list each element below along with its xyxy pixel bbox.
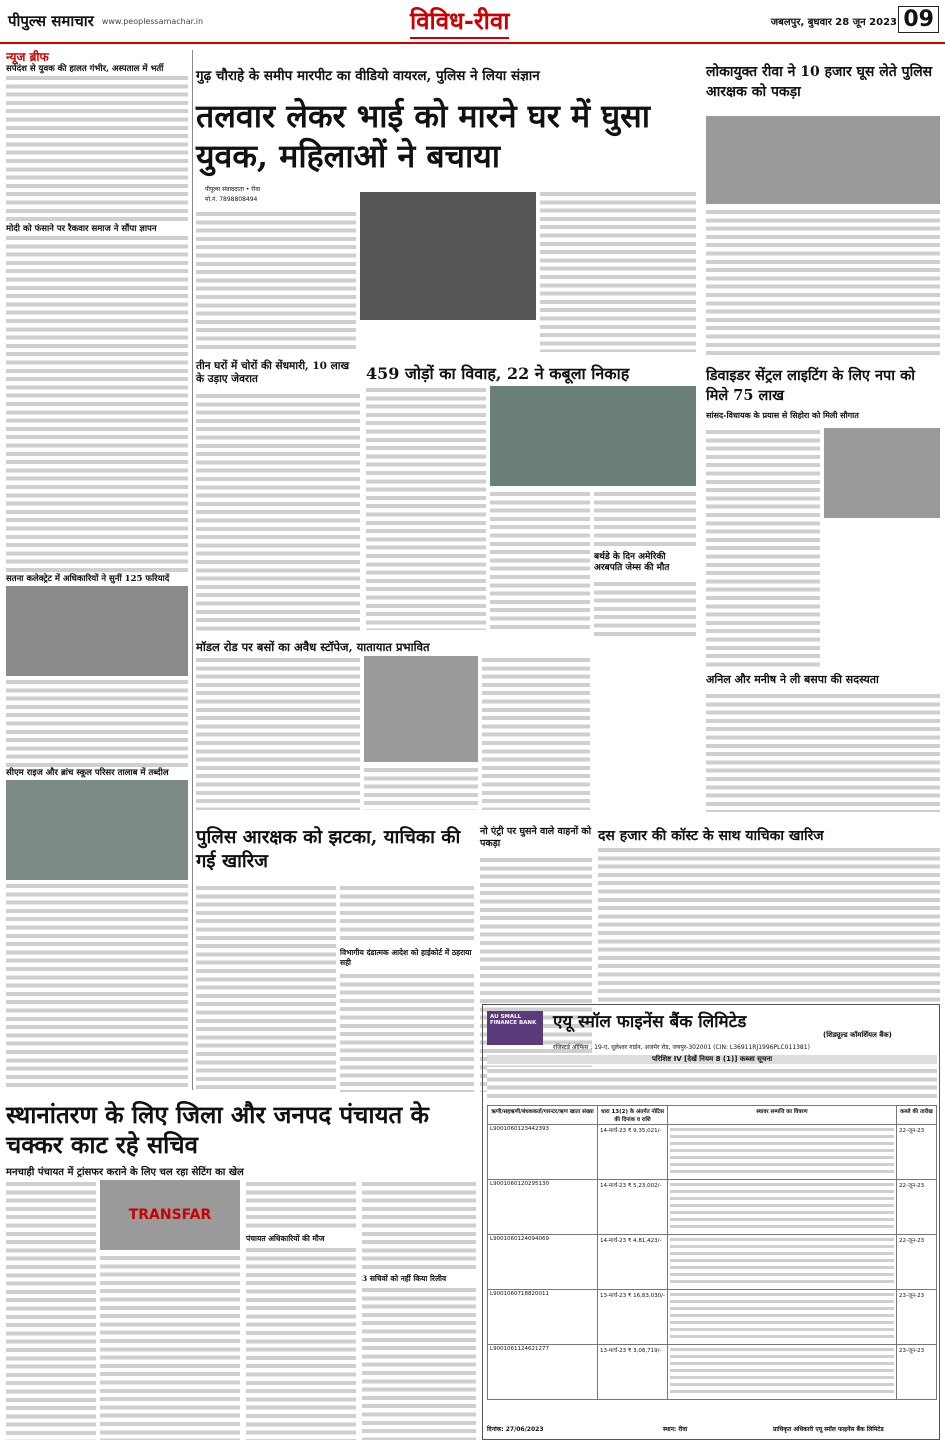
transfer-image: TRANSFAR (100, 1180, 240, 1250)
au-notice-cell: 13-मार्च-23 ₹ 16,83,030/- (598, 1290, 668, 1345)
au-footer-sign: प्राधिकृत अधिकारी एयू स्मॉल फाइनेंस बैंक लिमिटेड (773, 1426, 884, 1433)
bsp-body (706, 692, 940, 812)
transfer-body-3 (246, 1180, 356, 1230)
divider-photo (824, 428, 940, 518)
divider-subhead: सांसद-विधायक के प्रयास से सिहोरा को मिली सौगात (706, 410, 859, 420)
marriage-body (366, 386, 486, 630)
au-date-cell: 22-जून-23 (897, 1180, 937, 1235)
sachiv-subhead: 3 सचिवों को नहीं किया रिलीव (362, 1274, 447, 1283)
page-number: 09 (898, 6, 939, 33)
america-body (594, 580, 696, 640)
highcourt-subhead: विभागीय दंडात्मक आदेश को हाईकोर्ट में ठहराया सही (340, 948, 472, 967)
dateline: जबलपुर, बुधवार 28 जून 2023 (770, 17, 897, 28)
lead-body-2 (540, 190, 696, 352)
transfer-body-4 (246, 1246, 356, 1440)
brief-headline-4: सीएम राइज और ब्रांच स्कूल परिसर तालाब में तब्दील (6, 768, 169, 778)
theft-body (196, 392, 360, 632)
cost-body (598, 846, 940, 1002)
au-notice-cell: 13-मार्च-23 ₹ 3,08,719/- (598, 1345, 668, 1400)
cost-headline: दस हजार की कॉस्ट के साथ याचिका खारिज (598, 828, 824, 844)
bus-body-1 (196, 656, 360, 810)
au-table (487, 1105, 937, 1400)
marriage-photo (490, 386, 696, 486)
transfer-body-6 (362, 1286, 476, 1440)
collectorate-photo (6, 586, 188, 676)
lead-byline: पीपुल्स संवाददाता • रीवा (205, 186, 261, 193)
lead-headline: तलवार लेकर भाई को मारने घर में घुसा युवक, महिलाओं ने बचाया (196, 97, 651, 175)
au-intro (487, 1067, 937, 1101)
transfer-body-2 (100, 1254, 240, 1440)
police-body-2 (340, 884, 474, 944)
au-notice-cell: 14-मार्च-23 ₹ 4,81,423/- (598, 1235, 668, 1290)
au-date-cell: 23-जून-23 (897, 1290, 937, 1345)
bus-body-2 (482, 656, 590, 810)
au-table-row (488, 1235, 937, 1290)
au-date-cell: 23-जून-23 (897, 1345, 937, 1400)
lead-body-1 (196, 210, 356, 352)
au-property-cell (668, 1125, 897, 1180)
au-col-date: कब्जे की तारीख (897, 1106, 937, 1125)
transfer-body-5 (362, 1180, 476, 1270)
au-col-property: स्थावर सम्पत्ति का विवरण (668, 1106, 897, 1125)
au-notice-heading: परिशिष्ट IV [देखें नियम 8 (1)] कब्जा सूचना (487, 1055, 937, 1064)
divider-body (706, 428, 820, 668)
paper-logo: पीपुल्स समाचार (8, 12, 94, 30)
transfer-subhead: मनचाही पंचायत में ट्रांसफर कराने के लिए चल रहा सेटिंग का खेल (6, 1167, 244, 1178)
police-headline: पुलिस आरक्षक को झटका, याचिका की गई खारिज (196, 827, 461, 872)
au-date-cell: 22-जून-23 (897, 1235, 937, 1290)
transfer-headline: स्थानांतरण के लिए जिला और जनपद पंचायत के चक्कर काट रहे सचिव (6, 1100, 429, 1159)
marriage-body-3 (594, 490, 696, 550)
brief-headline-2: मोदी को फंसाने पर रैकवार समाज ने सौंपा ज्ञापन (6, 224, 157, 234)
au-subtitle: (शिड्यूल्ड कॉमर्शियल बैंक) (823, 1031, 892, 1039)
website[interactable]: www.peoplessamachar.in (101, 16, 204, 26)
au-table-row (488, 1290, 937, 1345)
transfer-body-1 (6, 1180, 96, 1440)
au-account-cell: L9001060124094069 (488, 1235, 598, 1290)
theft-headline: तीन घरों में चोरों की सेंधमारी, 10 लाख के उड़ाए जेवरात (196, 360, 350, 385)
au-address: रजिस्टर्ड ऑफिस : 19-ए, धूलेश्वर गार्डन, अजमेर रोड, जयपुर-302001 (CIN: L36911RJ1996PLC011381) (553, 1044, 810, 1051)
flooded-school-photo (6, 780, 188, 880)
au-col-borrower: ऋणी/सहऋणी/बंधककर्ता/गारन्टर/ऋण खाता संख्या (488, 1106, 598, 1125)
au-footer-place: स्थान: रीवा (663, 1426, 688, 1433)
marriage-body-2 (490, 490, 590, 632)
lokayukt-body (706, 208, 940, 356)
au-property-cell (668, 1345, 897, 1400)
au-notice-cell: 14-मार्च-23 ₹ 9,35,021/- (598, 1125, 668, 1180)
au-property-cell (668, 1235, 897, 1290)
au-account-cell: L9001060120295130 (488, 1180, 598, 1235)
divider-headline: डिवाइडर सेंट्रल लाइटिंग के लिए नपा को मिले 75 लाख (706, 367, 915, 404)
au-property-cell (668, 1180, 897, 1235)
au-table-row (488, 1345, 937, 1400)
au-account-cell: L9001060123442393 (488, 1125, 598, 1180)
au-account-cell: L9001061124621277 (488, 1345, 598, 1400)
marriage-headline: 459 जोड़ों का विवाह, 22 ने कबूला निकाह (366, 364, 630, 383)
au-table-row (488, 1125, 937, 1180)
lokayukt-photo (706, 116, 940, 204)
noentry-headline: नो एंट्री पर घुसने वाले वाहनों को पकड़ा (480, 826, 592, 849)
america-headline: बर्थडे के दिन अमेरिकी अरबपति जेम्स की मौत (594, 552, 670, 573)
bus-photo (364, 656, 478, 762)
au-footer-date: दिनांक: 27/06/2023 (487, 1426, 544, 1433)
bus-stop-headline: मॉडल रोड पर बसों का अवैध स्टॉपेज, यातायात प्रभावित (196, 640, 430, 654)
au-title: एयू स्मॉल फाइनेंस बैंक लिमिटेड (553, 1012, 747, 1032)
police-body-1 (196, 884, 336, 1092)
panchayat-subhead: पंचायत अधिकारियों की मौज (246, 1234, 325, 1243)
section-title: विविध-रीवा (410, 4, 509, 39)
au-bank-notice (482, 1004, 940, 1440)
news-brief-column (6, 50, 188, 1090)
lead-phone: मो.नं. 7898808494 (205, 196, 258, 203)
au-table-row (488, 1180, 937, 1235)
au-property-cell (668, 1290, 897, 1345)
brief-headline-1: सर्पदंश से युवक की हालत गंभीर, अस्पताल में भर्ती (6, 64, 164, 74)
au-logo: AU SMALL FINANCE BANK (487, 1011, 543, 1045)
au-account-cell: L9001060718820011 (488, 1290, 598, 1345)
police-body-3 (340, 972, 474, 1092)
au-notice-cell: 14-मार्च-23 ₹ 5,23,002/- (598, 1180, 668, 1235)
au-col-notice: धारा 13(2) के अंतर्गत नोटिस की दिनांक व राशि (598, 1106, 668, 1125)
bsp-headline: अनिल और मनीष ने ली बसपा की सदस्यता (706, 673, 879, 686)
lead-kicker: गुढ़ चौराहे के समीप मारपीट का वीडियो वायरल, पुलिस ने लिया संज्ञान (196, 68, 540, 84)
au-date-cell: 22-जून-23 (897, 1125, 937, 1180)
lokayukt-headline: लोकायुक्त रीवा ने 10 हजार घूस लेते पुलिस आरक्षक को पकड़ा (706, 64, 933, 100)
bus-caption (364, 766, 478, 810)
brief-label: न्यूज ब्रीफ (6, 50, 49, 64)
lead-video-still (360, 192, 536, 320)
brief-headline-3: सतना कलेक्ट्रेट में अधिकारियों ने सुनीं 125 फरियादें (6, 574, 170, 584)
